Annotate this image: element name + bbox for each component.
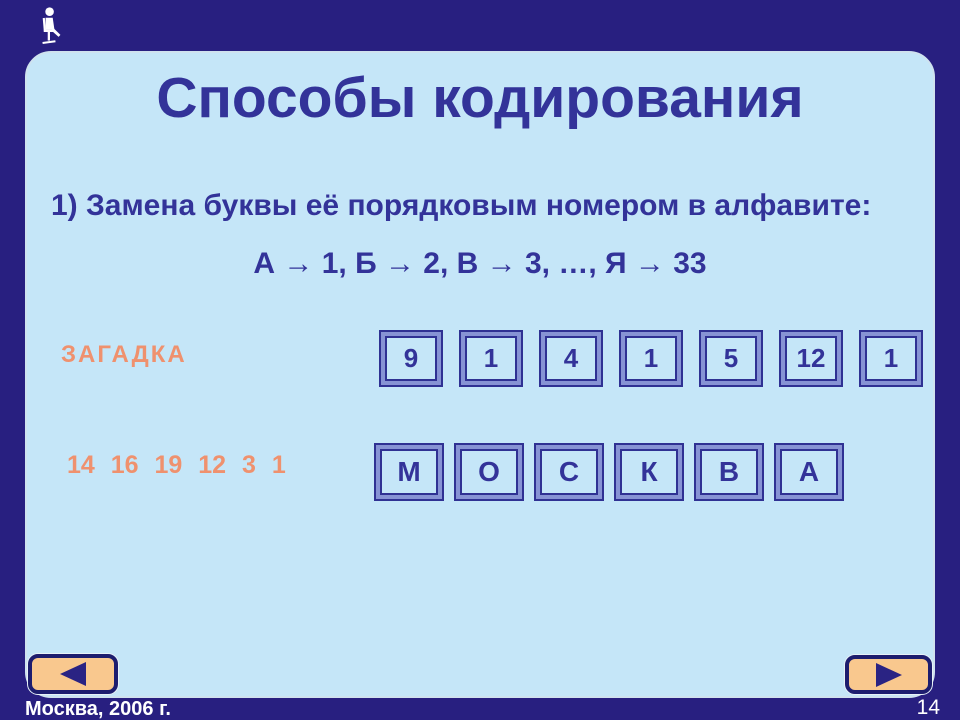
number-box-value: 1 [865, 336, 917, 381]
rule-text: 1) Замена буквы её порядковым номером в алфавите: [51, 189, 872, 222]
number-box-value: 5 [705, 336, 757, 381]
example-mapping-text: А → 1, Б → 2, В → 3, …, Я → 33 [253, 247, 707, 280]
number-box [539, 330, 603, 387]
number-box-value: 12 [785, 336, 837, 381]
number-box-value: 1 [465, 336, 517, 381]
letter-box [534, 443, 604, 501]
letter-box [374, 443, 444, 501]
letter-boxes-row [374, 443, 844, 501]
page-number: 14 [916, 696, 940, 719]
slide-title: Способы кодирования [156, 66, 804, 130]
number-box [379, 330, 443, 387]
left-triangle-icon [60, 662, 86, 686]
riddle-label: ЗАГАДКА [61, 341, 187, 368]
number-box-value: 1 [625, 336, 677, 381]
answer-code-text: 14 16 19 12 3 1 [67, 451, 286, 479]
letter-box-value: С [540, 449, 598, 495]
letter-box-value: А [780, 449, 838, 495]
letter-box [774, 443, 844, 501]
number-box [459, 330, 523, 387]
slide-content-area [25, 51, 935, 698]
prev-slide-button[interactable] [28, 654, 118, 694]
number-box [699, 330, 763, 387]
letter-box-value: М [380, 449, 438, 495]
seated-person-icon [32, 6, 70, 46]
letter-box [454, 443, 524, 501]
letter-box-value: К [620, 449, 678, 495]
letter-box [694, 443, 764, 501]
number-boxes-row [379, 330, 923, 387]
letter-box-value: О [460, 449, 518, 495]
footer-credit: Москва, 2006 г. [25, 698, 171, 720]
number-box [779, 330, 843, 387]
letter-box [614, 443, 684, 501]
number-box [859, 330, 923, 387]
number-box-value: 9 [385, 336, 437, 381]
number-box [619, 330, 683, 387]
letter-box-value: В [700, 449, 758, 495]
right-triangle-icon [876, 663, 902, 687]
number-box-value: 4 [545, 336, 597, 381]
next-slide-button[interactable] [845, 655, 932, 694]
